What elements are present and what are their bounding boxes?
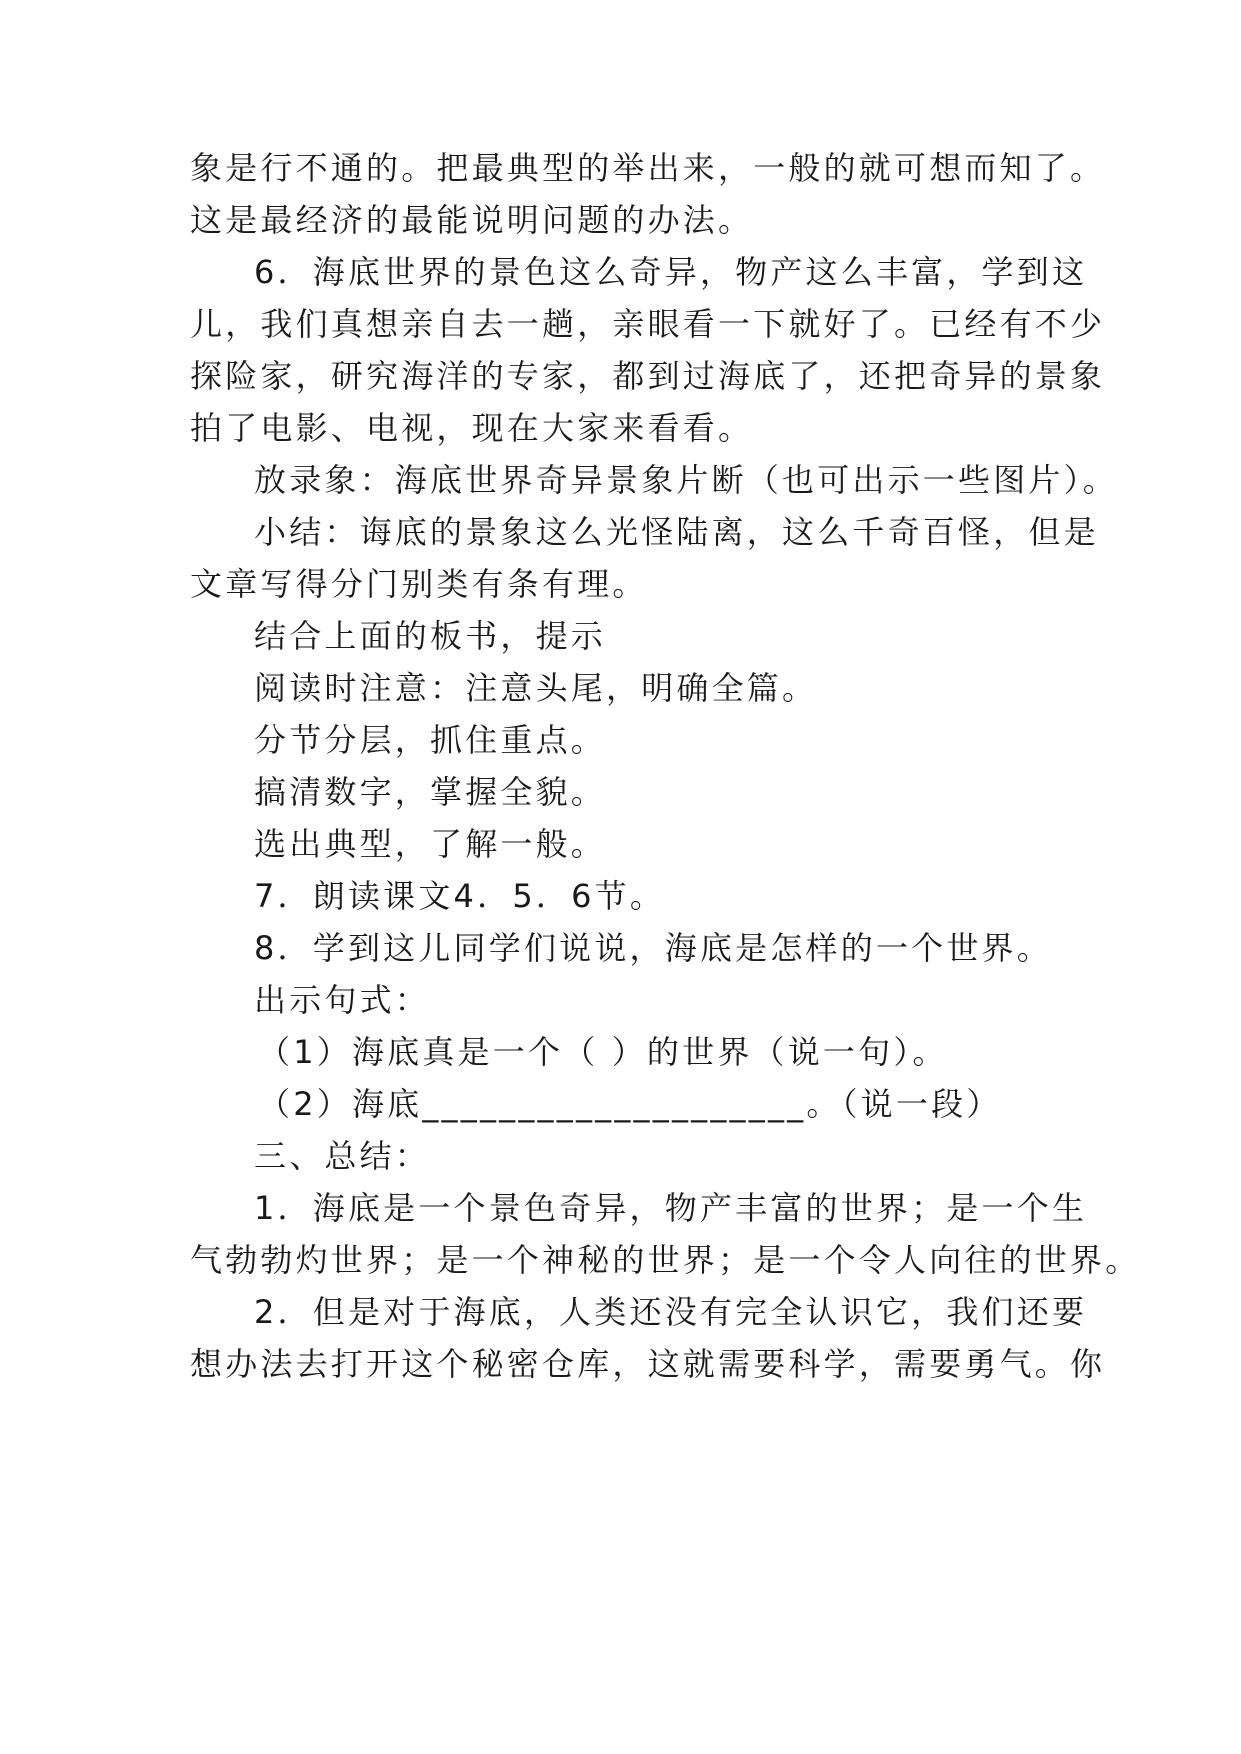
text-line: 放录象：海底世界奇异景象片断（也可出示一些图片）。: [254, 461, 1119, 499]
text-line: 气勃勃灼世界；是一个神秘的世界；是一个令人向往的世界。: [190, 1241, 1141, 1279]
text-line: 拍了电影、电视，现在大家来看看。: [190, 409, 754, 447]
text-line: 象是行不通的。把最典型的举出来，一般的就可想而知了。: [190, 149, 1106, 187]
text-line: 6．海底世界的景色这么奇异，物产这么丰富，学到这: [254, 253, 1088, 291]
text-line: 三、总结：: [254, 1137, 431, 1175]
text-line: 探险家，研究海洋的专家，都到过海底了，还把奇异的景象: [190, 357, 1106, 395]
text-line: （2）海底____________________。（说一段）: [258, 1085, 1002, 1123]
text-line: 1．海底是一个景色奇异，物产丰富的世界；是一个生: [254, 1189, 1088, 1227]
text-line: 结合上面的板书，提示: [254, 617, 607, 655]
text-line: 分节分层，抓住重点。: [254, 721, 607, 759]
text-line: 8．学到这儿同学们说说，海底是怎样的一个世界。: [254, 929, 1052, 967]
text-line: 出示句式：: [254, 981, 431, 1019]
text-line: 7．朗读课文4．5．6节。: [254, 877, 666, 915]
text-line: （1）海底真是一个（ ）的世界（说一句）。: [258, 1033, 948, 1071]
text-line: 想办法去打开这个秘密仓库，这就需要科学，需要勇气。你: [190, 1345, 1106, 1383]
text-line: 搞清数字，掌握全貌。: [254, 773, 607, 811]
text-line: 选出典型，了解一般。: [254, 825, 607, 863]
text-line: 2．但是对于海底，人类还没有完全认识它，我们还要: [254, 1293, 1088, 1331]
text-line: 这是最经济的最能说明问题的办法。: [190, 201, 754, 239]
text-line: 阅读时注意：注意头尾，明确全篇。: [254, 669, 818, 707]
text-line: 儿，我们真想亲自去一趟，亲眼看一下就好了。已经有不少: [190, 305, 1106, 343]
text-line: 文章写得分门别类有条有理。: [190, 565, 648, 603]
text-line: 小结：诲底的景象这么光怪陆离，这么千奇百怪，但是: [254, 513, 1099, 551]
